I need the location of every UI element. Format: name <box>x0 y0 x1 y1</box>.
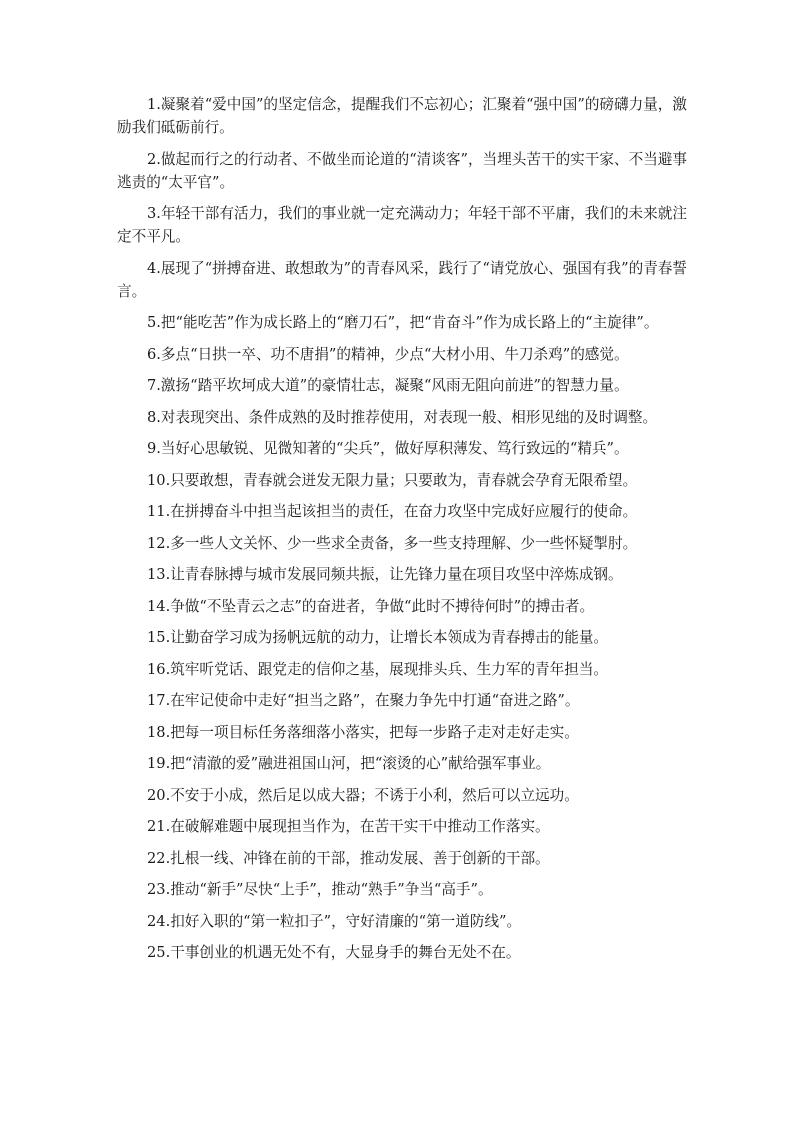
list-item: 6.多点“日拱一卒、功不唐捐”的精神，少点“大材小用、牛刀杀鸡”的感觉。 <box>147 345 629 363</box>
list-item: 23.推动“新手”尽快“上手”，推动“熟手”争当“高手”。 <box>147 881 493 898</box>
list-item: 18.把每一项目标任务落细落小落实，把每一步路子走对走好走实。 <box>147 723 579 741</box>
list-item: 12.多一些人文关怀、少一些求全责备，多一些支持理解、少一些怀疑掣肘。 <box>147 534 638 552</box>
list-item: 2.做起而行之的行动者、不做坐而论道的“清谈客”，当埋头苦干的实干家、不当避事逃责的“太平官”。 <box>117 150 687 191</box>
list-item: 9.当好心思敏锐、见微知著的“尖兵”，做好厚积薄发、笃行致远的“精兵”。 <box>147 440 629 457</box>
list-item: 14.争做“不坠青云之志”的奋进者，争做“此时不搏待何时”的搏击者。 <box>147 597 595 615</box>
list-item: 16.筑牢听党话、跟党走的信仰之基，展现排头兵、生力军的青年担当。 <box>147 660 609 678</box>
list-item: 20.不安于小成，然后足以成大器；不诱于小利，然后可以立远功。 <box>147 786 579 804</box>
list-item: 22.扎根一线、冲锋在前的干部，推动发展、善于创新的干部。 <box>147 849 550 867</box>
list-item: 4.展现了“拼搏奋进、敢想敢为”的青春风采，践行了“请党放心、强国有我”的青春誓言。 <box>117 259 687 300</box>
list-item: 1.凝聚着“爱中国”的坚定信念，提醒我们不忘初心；汇聚着“强中国”的磅礴力量，激励我们砥砺前行。 <box>117 96 687 136</box>
list-item: 10.只要敢想，青春就会迸发无限力量；只要敢为，青春就会孕育无限希望。 <box>147 471 638 489</box>
list-item: 11.在拼搏奋斗中担当起该担当的责任，在奋力攻坚中完成好应履行的使命。 <box>147 503 638 520</box>
list-item: 7.激扬“踏平坎坷成大道”的豪情壮志，凝聚“风雨无阻向前进”的智慧力量。 <box>147 377 629 394</box>
list-item: 3.年轻干部有活力，我们的事业就一定充满动力；年轻干部不平庸，我们的未来就注定不平凡。 <box>117 205 687 245</box>
list-item: 13.让青春脉搏与城市发展同频共振，让先锋力量在项目攻坚中淬炼成钢。 <box>147 566 623 583</box>
document-body <box>117 93 687 973</box>
list-item: 17.在牢记使命中走好“担当之路”，在聚力争先中打通“奋进之路”。 <box>147 692 580 709</box>
list-item: 19.把“清澈的爱”融进祖国山河，把“滚烫的心”献给强军事业。 <box>147 755 551 772</box>
list-item: 24.扣好入职的“第一粒扣子”，守好清廉的“第一道防线”。 <box>147 912 522 930</box>
list-item: 25.干事创业的机遇无处不有，大显身手的舞台无处不在。 <box>147 944 521 961</box>
list-item: 5.把“能吃苦”作为成长路上的“磨刀石”，把“肯奋斗”作为成长路上的“主旋律”。 <box>147 314 659 331</box>
list-item: 8.对表现突出、条件成熟的及时推荐使用，对表现一般、相形见绌的及时调整。 <box>147 408 658 426</box>
list-item: 15.让勤奋学习成为扬帆远航的动力，让增长本领成为青春搏击的能量。 <box>147 629 609 646</box>
list-item: 21.在破解难题中展现担当作为，在苦干实干中推动工作落实。 <box>147 818 550 835</box>
